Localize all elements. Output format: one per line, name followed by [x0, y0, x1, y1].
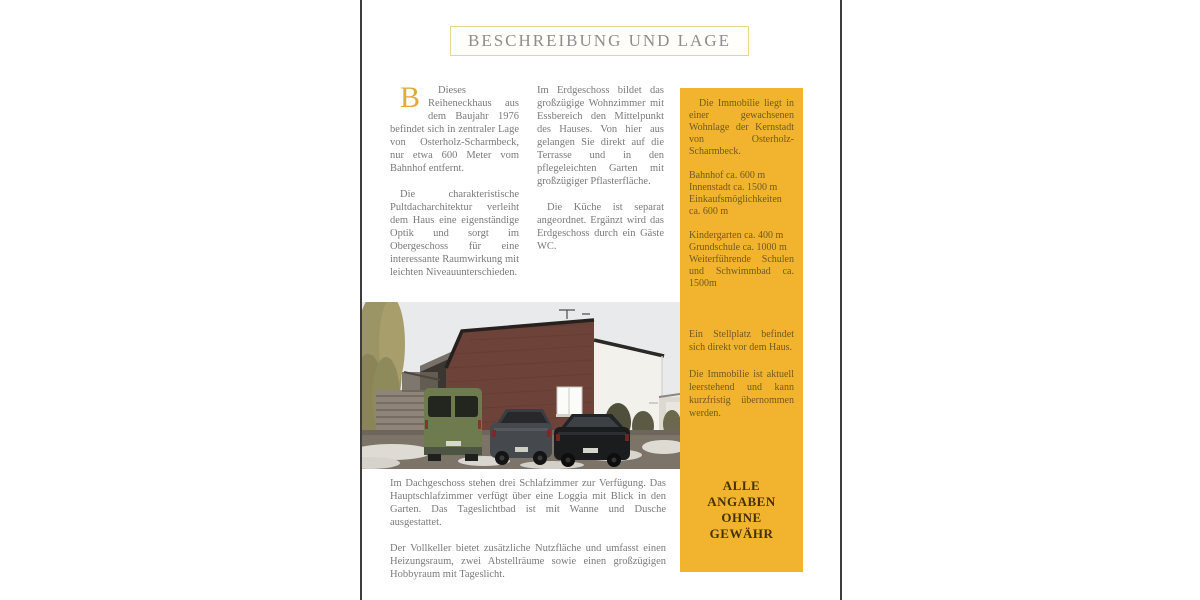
paragraph: Der Vollkeller bietet zusätzliche Nutzfläche und umfasst einen Heizungsraum, zwei Abstellräume sowie einen großzügigen Hobbyraum mit Tageslicht.	[390, 543, 666, 580]
paragraph	[390, 81, 519, 175]
paragraph: Im Dachgeschoss stehen drei Schlafzimmer zur Verfügung. Das Hauptschlafzimmer verfügt über eine Loggia mit Blick in den Garten. Das Tageslichtbad ist mit Wanne und Dusche ausgestattet.	[390, 478, 666, 528]
sidebar-distances-1	[689, 170, 794, 218]
title-box	[450, 26, 749, 56]
photo-window	[556, 387, 583, 417]
distance-item: Innenstadt ca. 1500 m	[689, 182, 778, 193]
location-sidebar	[680, 88, 803, 572]
disclaimer-line: ALLE ANGABEN	[707, 478, 776, 509]
document-page	[360, 0, 842, 600]
sidebar-paragraph: Die Immobilie liegt in einer gewachsenen Wohnlage der Kernstadt von Osterholz-Scharmbeck.	[689, 98, 794, 157]
distance-item: Weiterführende Schulen und Schwimmbad ca. 1500m	[689, 254, 794, 289]
sidebar-distances-2	[689, 230, 794, 290]
paragraph: Die charakteristische Pultdacharchitektur verleiht dem Haus eine eigenständige Optik und sorgt im Obergeschoss für eine interessante Raumwirkung mit leichten Niveauunterschieden.	[390, 189, 519, 278]
sidebar-paragraph: Die Immobilie ist aktuell leerstehend und kann kurzfristig übernommen werden.	[689, 369, 794, 419]
distance-item: Bahnhof ca. 600 m	[689, 170, 766, 181]
photo-green-van	[424, 388, 482, 461]
dropcap-letter: B	[400, 81, 421, 114]
paragraph: Die Küche ist separat angeordnet. Ergänzt wird das Erdgeschoss durch ein Gäste WC.	[537, 202, 664, 252]
sidebar-paragraph: Ein Stellplatz befindet sich direkt vor dem Haus.	[689, 329, 794, 353]
bottom-text-block	[390, 477, 666, 594]
paragraph: Im Erdgeschoss bildet das großzügige Wohnzimmer mit Essbereich den Mittelpunkt des Hauses. Von hier aus gelangen Sie direkt auf die Terrasse und in den pflegeleichten Garten mit großzügiger Pflasterfläche.	[537, 85, 664, 187]
disclaimer	[689, 478, 794, 542]
distance-item: Einkaufsmöglichkeiten ca. 600 m	[689, 194, 782, 217]
house-photo	[362, 302, 680, 469]
text-column-left	[390, 81, 519, 292]
text-column-right	[537, 84, 664, 266]
disclaimer-line: OHNE GEWÄHR	[709, 510, 774, 541]
paragraph-text: Dieses Reiheneckhaus aus dem Baujahr 1976 befindet sich in zentraler Lage von Osterholz-Scharmbeck, nur etwa 600 Meter vom Bahnhof entfernt.	[390, 85, 519, 174]
distance-item: Kindergarten ca. 400 m	[689, 230, 784, 241]
page-title: BESCHREIBUNG UND LAGE	[468, 31, 731, 50]
distance-item: Grundschule ca. 1000 m	[689, 242, 787, 253]
